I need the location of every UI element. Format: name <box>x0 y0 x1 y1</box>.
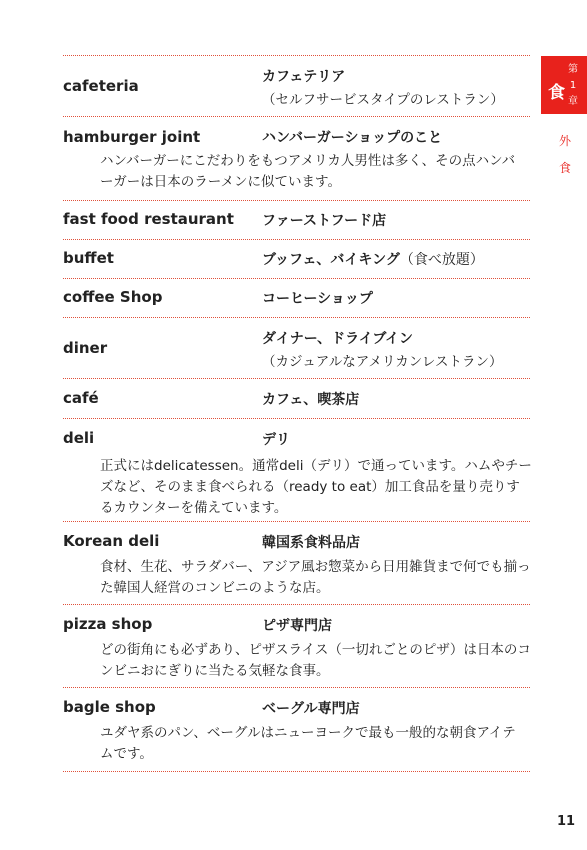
entry-sub: （カジュアルなアメリカンレストラン） <box>262 354 503 370</box>
entry-meaning: 韓国系食料品店 <box>262 535 360 551</box>
entry-meaning <box>262 249 484 269</box>
divider <box>63 317 530 318</box>
entry-meaning: カフェテリア <box>262 69 346 85</box>
entry-meaning: ピザ専門店 <box>262 618 332 634</box>
note-line: るカウンターを備えています。 <box>100 500 288 516</box>
divider <box>63 418 530 419</box>
chapter-number-label <box>566 62 580 110</box>
note-line: ズなど、そのまま食べられる（ready to eat）加工食品を量り売りす <box>100 479 520 495</box>
divider <box>63 116 530 117</box>
divider <box>63 771 530 772</box>
divider <box>63 378 530 379</box>
entry-note <box>100 557 532 599</box>
chapter-tab-kanji: 食 <box>548 83 565 103</box>
entry-meaning: デリ <box>262 432 290 448</box>
entry-term: bagle shop <box>63 698 156 716</box>
note-line: ーガーは日本のラーメンに似ています。 <box>100 174 341 190</box>
note-line: た韓国人経営のコンビニのような店。 <box>100 580 330 596</box>
entry-note <box>100 151 532 193</box>
divider <box>63 604 530 605</box>
section-side-label <box>556 128 574 182</box>
entry-term: café <box>63 389 99 407</box>
entry-meaning: コーヒーショップ <box>262 291 373 307</box>
note-line: どの街角にも必ずあり、ピザスライス（一切れごとのピザ）は日本のコ <box>100 642 531 658</box>
entry-term: fast food restaurant <box>63 210 234 228</box>
entry-term: cafeteria <box>63 77 139 95</box>
side-label-char: 外 <box>558 134 571 148</box>
entry-note <box>100 640 532 682</box>
divider <box>63 55 530 56</box>
entry-meaning: カフェ、喫茶店 <box>262 392 360 408</box>
entry-meaning: ファーストフード店 <box>262 213 387 229</box>
entry-term: buffet <box>63 249 114 267</box>
entry-term: coffee Shop <box>63 288 163 306</box>
divider <box>63 239 530 240</box>
page-number: 11 <box>557 814 576 829</box>
note-line: ハンバーガーにこだわりをもつアメリカ人男性は多く、その点ハンバ <box>100 153 516 169</box>
entry-term: Korean deli <box>63 532 160 550</box>
note-line: 食材、生花、サラダバー、アジア風お惣菜から日用雑貨まで何でも揃っ <box>100 559 531 575</box>
divider <box>63 200 530 201</box>
entry-term: hamburger joint <box>63 128 201 146</box>
note-line: ユダヤ系のパン、ベーグルはニューヨークで最も一般的な朝食アイテ <box>100 725 516 741</box>
side-label-char: 食 <box>558 161 571 175</box>
entry-sub: （セルフサービスタイプのレストラン） <box>262 92 504 108</box>
entry-meaning: ベーグル専門店 <box>262 701 360 717</box>
divider <box>63 521 530 522</box>
entry-note <box>100 456 532 519</box>
note-line: ムです。 <box>100 746 153 762</box>
chapter-label-char: 1 <box>569 80 577 91</box>
entry-term: diner <box>63 339 108 357</box>
chapter-label-char: 第 <box>568 64 578 75</box>
divider <box>63 278 530 279</box>
chapter-label-char: 章 <box>568 96 578 107</box>
entry-meaning: ダイナー、ドライブイン <box>262 331 414 347</box>
entry-term: deli <box>63 429 95 447</box>
meaning-main: ブッフェ、バイキング <box>262 252 400 268</box>
chapter-tab <box>541 56 587 114</box>
note-line: 正式にはdelicatessen。通常deli（デリ）で通っています。ハムやチー <box>100 458 532 474</box>
entry-note <box>100 723 532 765</box>
meaning-paren: （食べ放題） <box>399 252 484 268</box>
entry-meaning: ハンバーガーショップのこと <box>262 130 443 146</box>
divider <box>63 687 530 688</box>
note-line: ンビニおにぎりに当たる気軽な食事。 <box>100 663 330 679</box>
entry-term: pizza shop <box>63 615 153 633</box>
